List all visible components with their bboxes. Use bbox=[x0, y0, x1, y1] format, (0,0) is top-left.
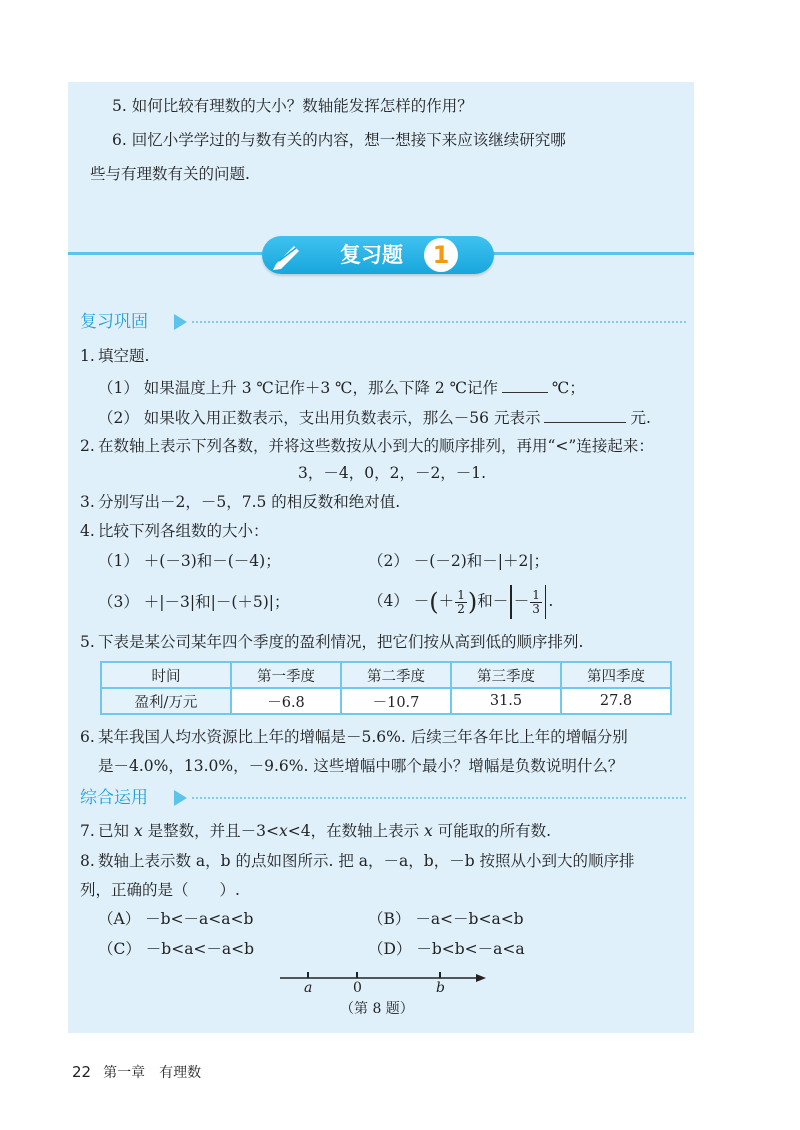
question-2-numbers: 3，－4，0，2，－2，－1. bbox=[298, 464, 487, 482]
section-dotted-line bbox=[192, 797, 686, 799]
page-footer bbox=[72, 1062, 201, 1082]
question-5-stem: 下表是某公司某年四个季度的盈利情况，把它们按从高到低的顺序排列. bbox=[98, 633, 584, 651]
table-header-row bbox=[101, 662, 671, 688]
label-b: b bbox=[436, 980, 445, 996]
profit-table bbox=[100, 661, 672, 715]
label-zero: 0 bbox=[353, 980, 362, 996]
absolute-bar bbox=[545, 585, 547, 619]
question-7-text: 已知 x 是整数，并且－3<x<4，在数轴上表示 x 可能取的所有数. bbox=[98, 822, 552, 840]
page-number: 22 bbox=[72, 1063, 92, 1081]
intro-question-5: 5. 如何比较有理数的大小？数轴能发挥怎样的作用？ bbox=[112, 97, 473, 115]
option-d[interactable]: （D） －b<b<－a<a bbox=[368, 940, 525, 958]
table-cell: －6.8 bbox=[231, 688, 341, 714]
answer-blank[interactable] bbox=[544, 406, 626, 423]
question-4-part-3: （3） ＋|－3|和|－(＋5)|； bbox=[98, 593, 290, 611]
section-title-review: 复习巩固 bbox=[80, 312, 148, 332]
question-1-part-2: （2） 如果收入用正数表示，支出用负数表示，那么－56 元表示 元. bbox=[98, 406, 651, 428]
intro-question-6: 6. 回忆小学学过的与数有关的内容，想一想接下来应该继续研究哪 bbox=[112, 131, 566, 149]
question-2-stem: 在数轴上表示下列各数，并将这些数按从小到大的顺序排列，再用“<”连接起来： bbox=[98, 437, 654, 455]
question-number: 8. bbox=[80, 852, 95, 870]
banner-title: 复习题 bbox=[340, 243, 403, 267]
question-8-line-1: 数轴上表示数 a，b 的点如图所示. 把 a，－a，b，－b 按照从小到大的顺序排 bbox=[98, 852, 635, 870]
option-b[interactable]: （B） －a<－b<a<b bbox=[368, 910, 524, 928]
label-a: a bbox=[304, 980, 313, 996]
absolute-bar bbox=[510, 585, 512, 619]
table-header-cell: 第一季度 bbox=[231, 662, 341, 688]
chapter-title: 第一章 有理数 bbox=[103, 1065, 202, 1081]
question-4-part-2: （2） －(－2)和－|＋2|； bbox=[368, 552, 550, 570]
question-number: 7. bbox=[80, 822, 95, 840]
table-cell: －10.7 bbox=[341, 688, 451, 714]
question-number: 1. bbox=[80, 347, 95, 365]
banner-number: 1 bbox=[424, 238, 458, 272]
table-row bbox=[101, 688, 671, 714]
figure-caption: （第 8 题） bbox=[340, 1001, 414, 1017]
table-cell: 31.5 bbox=[451, 688, 561, 714]
option-a[interactable]: （A） －b<－a<a<b bbox=[98, 910, 254, 928]
question-6-line-2: 是－4.0%，13.0%，－9.6%. 这些增幅中哪个最小？增幅是负数说明什么？ bbox=[98, 757, 624, 775]
option-c[interactable]: （C） －b<a<－a<b bbox=[98, 940, 255, 958]
question-number: 2. bbox=[80, 437, 95, 455]
section-dotted-line bbox=[192, 321, 686, 323]
answer-blank[interactable] bbox=[502, 376, 548, 393]
section-arrow-icon bbox=[174, 790, 187, 806]
question-number: 6. bbox=[80, 728, 95, 746]
table-cell: 27.8 bbox=[561, 688, 671, 714]
table-header-cell: 第四季度 bbox=[561, 662, 671, 688]
question-8-line-2: 列，正确的是（ ）. bbox=[80, 881, 240, 899]
table-header-cell: 第三季度 bbox=[451, 662, 561, 688]
question-number: 3. bbox=[80, 493, 95, 511]
table-header-cell: 第二季度 bbox=[341, 662, 451, 688]
question-number: 5. bbox=[80, 633, 95, 651]
question-4-part-1: （1） ＋(－3)和－(－4)； bbox=[98, 552, 281, 570]
question-6-line-1: 某年我国人均水资源比上年的增幅是－5.6%. 后续三年各年比上年的增幅分别 bbox=[98, 728, 628, 746]
section-arrow-icon bbox=[174, 314, 187, 330]
fraction-one-third: $\frac{1}{3}$ bbox=[532, 587, 540, 616]
question-3-stem: 分别写出－2，－5，7.5 的相反数和绝对值. bbox=[98, 493, 401, 511]
table-header-cell: 时间 bbox=[101, 662, 231, 688]
question-4-stem: 比较下列各组数的大小： bbox=[98, 522, 269, 540]
question-4-part-4: （4） －(＋ $\frac{1}{2}$ )和－ － $\frac{1}{3}$ . bbox=[368, 580, 553, 623]
table-cell: 盈利/万元 bbox=[101, 688, 231, 714]
question-1-part-1: （1） 如果温度上升 3 ℃记作＋3 ℃，那么下降 2 ℃记作 ℃； bbox=[98, 376, 585, 398]
intro-question-6-cont: 些与有理数有关的问题. bbox=[90, 165, 250, 183]
question-number: 4. bbox=[80, 522, 95, 540]
pencil-icon bbox=[270, 240, 304, 270]
fraction-one-half: $\frac{1}{2}$ bbox=[457, 587, 465, 616]
section-title-application: 综合运用 bbox=[80, 788, 148, 808]
question-1-stem: 填空题. bbox=[98, 347, 150, 365]
